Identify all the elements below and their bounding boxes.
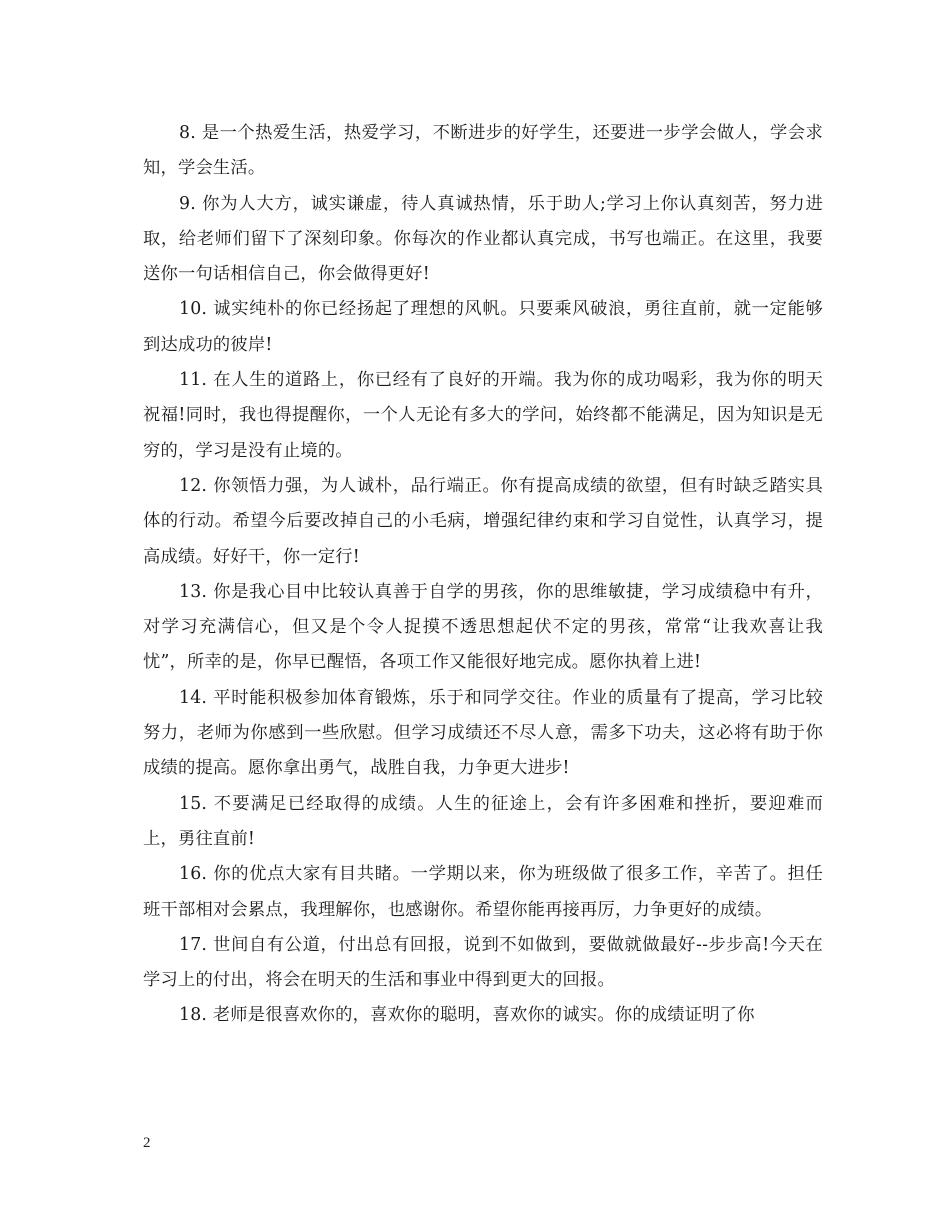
paragraph-12: 12. 你领悟力强，为人诚朴，品行端正。你有提高成绩的欲望，但有时缺乏踏实具体的行动。希望今后要改掉自己的小毛病，增强纪律约束和学习自觉性，认真学习，提高成绩。好好干，你一定行! [143, 475, 823, 567]
paragraph-18: 18. 老师是很喜欢你的，喜欢你的聪明，喜欢你的诚实。你的成绩证明了你 [179, 1005, 755, 1026]
paragraph-13: 13. 你是我心目中比较认真善于自学的男孩，你的思维敏捷，学习成绩稳中有升，对学习充满信心，但又是个令人捉摸不透思想起伏不定的男孩，常常“让我欢喜让我忧”，所幸的是，你早已醒悟，各项工作又能很好地完成。愿你执着上进! [143, 581, 823, 673]
page-number: 2 [143, 1135, 151, 1151]
paragraph-17: 17. 世间自有公道，付出总有回报，说到不如做到，要做就做最好--步步高!今天在学习上的付出，将会在明天的生活和事业中得到更大的回报。 [143, 934, 823, 991]
paragraph-8: 8. 是一个热爱生活，热爱学习，不断进步的好学生，还要进一步学会做人，学会求知，学会生活。 [143, 123, 823, 179]
paragraph-10: 10. 诚实纯朴的你已经扬起了理想的风帆。只要乘风破浪，勇往直前，就一定能够到达成功的彼岸! [143, 299, 823, 355]
paragraph-15: 15. 不要满足已经取得的成绩。人生的征途上，会有许多困难和挫折，要迎难而上，勇往直前! [143, 793, 823, 849]
paragraph-9: 9. 你为人大方，诚实谦虚，待人真诚热情，乐于助人;学习上你认真刻苦，努力进取，给老师们留下了深刻印象。你每次的作业都认真完成，书写也端正。在这里，我要送你一句话相信自己，你会做得更好! [143, 193, 823, 285]
paragraph-11: 11. 在人生的道路上，你已经有了良好的开端。我为你的成功喝彩，我为你的明天祝福!同时，我也得提醒你，一个人无论有多大的学问，始终都不能满足，因为知识是无穷的，学习是没有止境的。 [143, 370, 823, 461]
paragraph-16: 16. 你的优点大家有目共睹。一学期以来，你为班级做了很多工作，辛苦了。担任班干部相对会累点，我理解你，也感谢你。希望你能再接再厉，力争更好的成绩。 [143, 864, 823, 920]
document-body [143, 116, 823, 1034]
paragraph-14: 14. 平时能积极参加体育锻炼，乐于和同学交往。作业的质量有了提高，学习比较努力，老师为你感到一些欣慰。但学习成绩还不尽人意，需多下功夫，这必将有助于你成绩的提高。愿你拿出勇气，战胜自我，力争更大进步! [143, 687, 823, 779]
